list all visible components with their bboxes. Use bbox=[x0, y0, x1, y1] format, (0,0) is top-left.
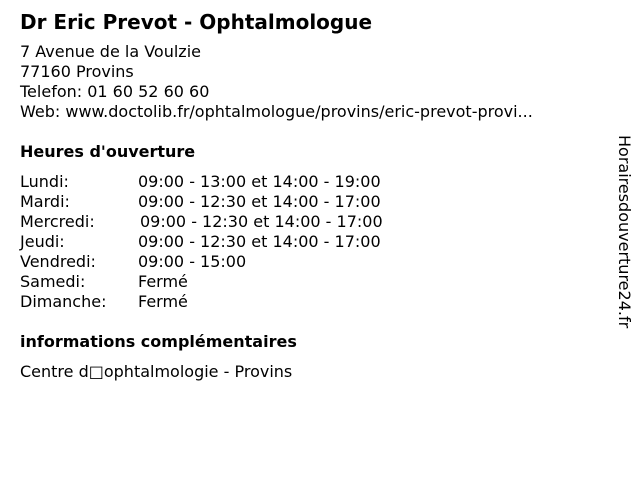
opening-hours-list bbox=[20, 172, 600, 312]
day-hours: 09:00 - 15:00 bbox=[138, 252, 247, 271]
hours-row-sunday bbox=[20, 292, 600, 312]
site-watermark-text: Horairesdouverture24.fr bbox=[615, 135, 634, 329]
day-label: Lundi: bbox=[20, 172, 69, 191]
phone-number: 01 60 52 60 60 bbox=[87, 82, 210, 101]
hours-row-monday bbox=[20, 172, 600, 192]
day-hours: 09:00 - 12:30 et 14:00 - 17:00 bbox=[138, 232, 381, 251]
hours-row-wednesday bbox=[20, 212, 600, 232]
day-hours: Fermé bbox=[138, 292, 188, 311]
day-hours: 09:00 - 12:30 et 14:00 - 17:00 bbox=[138, 192, 381, 211]
day-label: Mercredi: bbox=[20, 212, 95, 231]
hours-row-friday bbox=[20, 252, 600, 272]
day-hours: 09:00 - 12:30 et 14:00 - 17:00 bbox=[140, 212, 383, 231]
day-label: Vendredi: bbox=[20, 252, 96, 271]
web-label: Web: bbox=[20, 102, 61, 121]
web-line bbox=[20, 102, 600, 122]
hours-row-saturday bbox=[20, 272, 600, 292]
phone-line bbox=[20, 82, 600, 102]
additional-info-heading: informations complémentaires bbox=[20, 332, 297, 351]
hours-row-tuesday bbox=[20, 192, 600, 212]
day-label: Samedi: bbox=[20, 272, 86, 291]
address-line-2: 77160 Provins bbox=[20, 62, 134, 81]
additional-info-text: Centre d□ophtalmologie - Provins bbox=[20, 362, 293, 381]
day-hours: 09:00 - 13:00 et 14:00 - 19:00 bbox=[138, 172, 381, 191]
address-line-1: 7 Avenue de la Voulzie bbox=[20, 42, 201, 61]
hours-row-thursday bbox=[20, 232, 600, 252]
web-url: www.doctolib.fr/ophtalmologue/provins/eric-prevot-provi... bbox=[65, 102, 533, 121]
phone-label: Telefon: bbox=[20, 82, 83, 101]
day-label: Jeudi: bbox=[20, 232, 65, 251]
day-label: Dimanche: bbox=[20, 292, 107, 311]
opening-hours-heading: Heures d'ouverture bbox=[20, 142, 196, 161]
day-hours: Fermé bbox=[138, 272, 188, 291]
doctor-info-card bbox=[20, 10, 600, 382]
day-label: Mardi: bbox=[20, 192, 70, 211]
page-title: Dr Eric Prevot - Ophtalmologue bbox=[20, 10, 373, 34]
